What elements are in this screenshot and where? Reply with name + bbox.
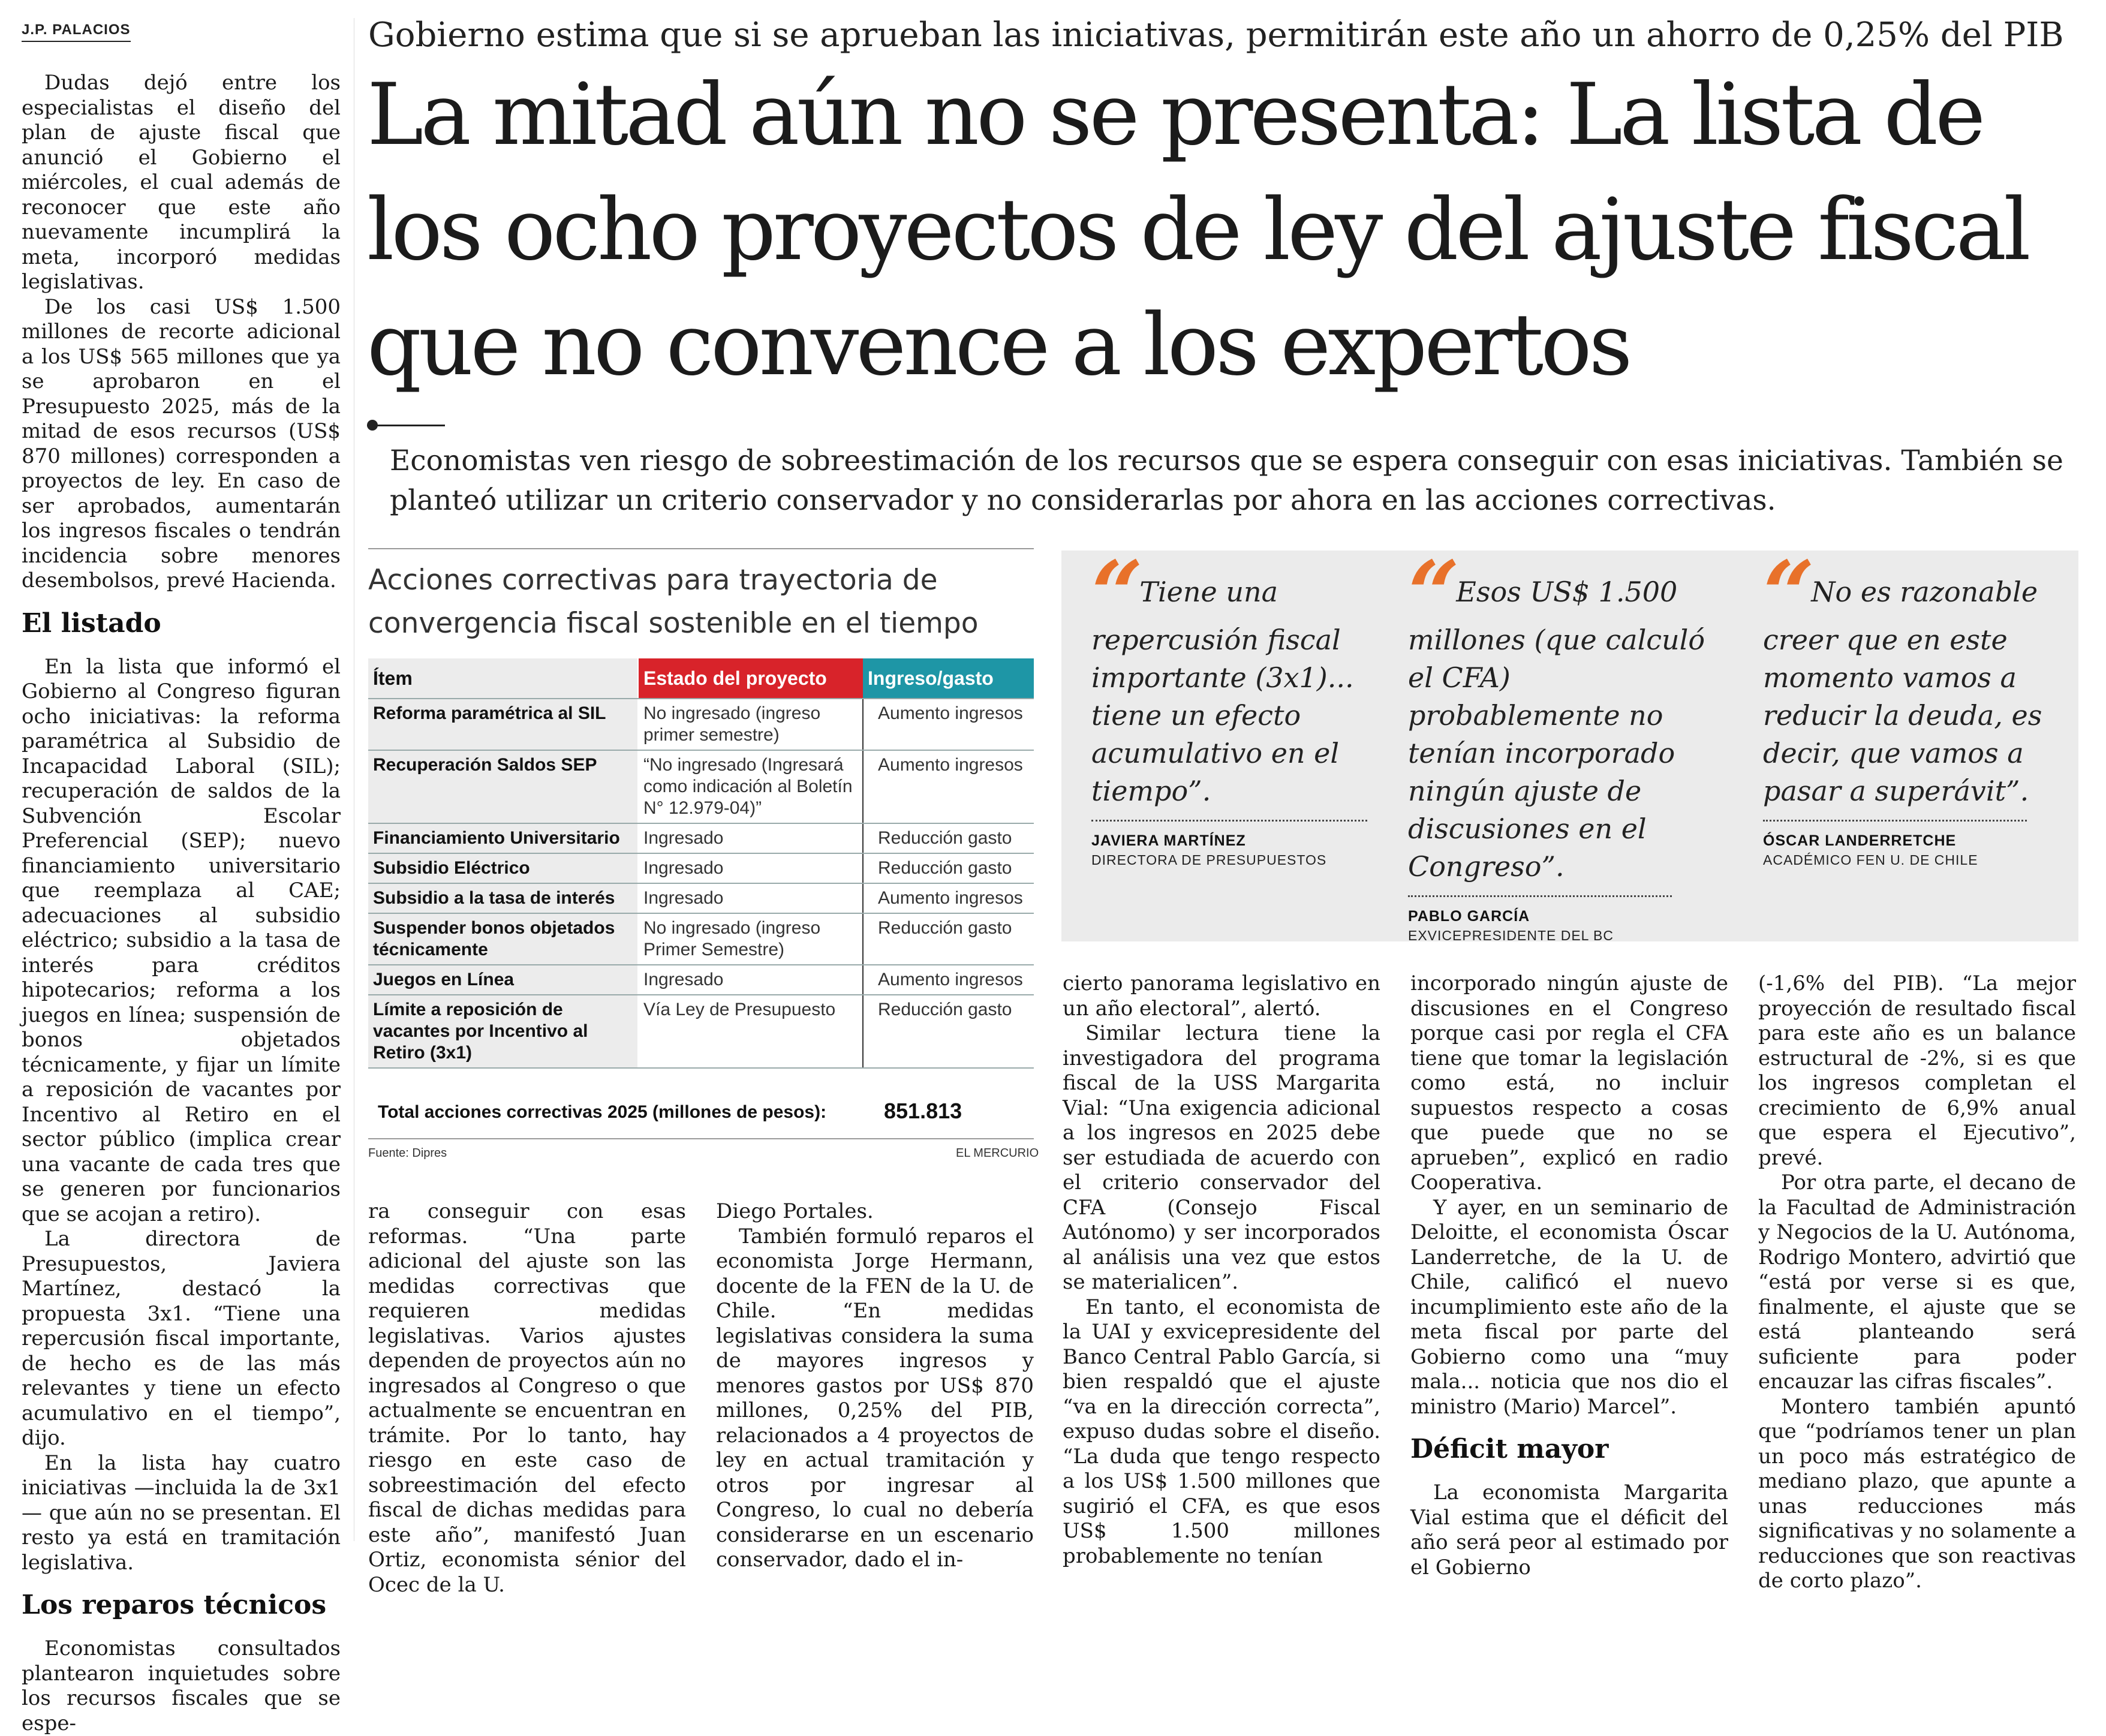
paragraph: Por otra parte, el decano de la Facultad de Administración y Negocios de la U. Autónoma, Rodrigo Montero, advirtió que “está por verse si es que, finalmente, el ajuste que se está planteando será suficiente para poder encauzar las cifras fiscales”. [1758, 1171, 2076, 1394]
table-row [368, 750, 1034, 823]
paragraph: (-1,6% del PIB). “La mejor proyección de resultado fiscal para este año es un balance estructural de -2%, si es que los ingresos completan el crecimiento de 6,9% anual que espera el Ejecutivo”, prevé. [1758, 971, 2076, 1170]
table-title: Acciones correctivas para trayectoria de convergencia fiscal sostenible en el tiempo [368, 564, 979, 640]
quote-3 [1763, 541, 2063, 868]
quote-author: PABLO GARCÍA [1408, 908, 1530, 925]
cell-estado: Ingresado [638, 965, 863, 995]
table-row [368, 965, 1034, 995]
paragraph: Y ayer, en un seminario de Deloitte, el economista Óscar Landerretche, de la U. de Chile, calificó el nuevo incumplimiento este año de la meta fiscal por parte del Gobierno como una “muy mala... noticia que nos dio el ministro (Mario) Marcel”. [1410, 1195, 1728, 1419]
cell-estado: “No ingresado (Ingresará como indicación al Boletín N° 12.979-04)” [638, 750, 863, 823]
column-1 [22, 71, 341, 1736]
cell-item: Juegos en Línea [368, 965, 638, 995]
cell-item: Financiamiento Universitario [368, 823, 638, 853]
cell-item: Reforma paramétrica al SIL [368, 699, 638, 750]
column-5 [1410, 971, 1728, 1580]
paragraph: En la lista hay cuatro iniciativas —incluida la de 3x1— que aún no se presentan. El resto ya está en tramitación legislativa. [22, 1451, 341, 1575]
headline: La mitad aún no se presenta: La lista de los ocho proyectos de ley del ajuste fiscal que no convence a los expertos [367, 65, 2028, 395]
header-ingreso-gasto: Ingreso/gasto [863, 658, 1034, 699]
table-source: Fuente: Dipres [368, 1147, 447, 1160]
quote-2 [1408, 541, 1708, 944]
quote-1 [1091, 541, 1373, 868]
cell-item: Suspender bonos objetados técnicamente [368, 913, 638, 965]
paragraph: La directora de Presupuestos, Javiera Martínez, destacó la propuesta 3x1. “Tiene una repercusión fiscal importante, de hecho es de las más relevantes y tiene un efecto acumulativo en el tiempo”, dijo. [22, 1227, 341, 1450]
table-row [368, 913, 1034, 965]
header-item: Ítem [368, 658, 638, 699]
header-estado: Estado del proyecto [638, 658, 863, 699]
paragraph: También formuló reparos el economista Jorge Hermann, docente de la FEN de la U. de Chile. “En medidas legislativas considera la suma de mayores ingresos y menores gastos por US$ 870 millones, 0,25% del PIB, relacionados a 4 proyectos de ley en actual tramitación y otros por ingresar al Congreso, lo cual no debería considerarse en un escenario conservador, dado el in- [716, 1224, 1034, 1572]
bajada: Economistas ven riesgo de sobreestimación de los recursos que se espera conseguir con esas iniciativas. También se planteó utilizar un criterio conservador y no considerarlas por ahora en las acciones correctivas. [390, 444, 2063, 517]
subheading-reparos: Los reparos técnicos [22, 1590, 327, 1620]
cell-tipo: Reducción gasto [863, 995, 1034, 1068]
column-2 [368, 1199, 686, 1597]
quote-text: No es razonable creer que en este momento vamos a reducir la deuda, es decir, que vamos a pasar a superávit”. [1763, 576, 2042, 807]
paragraph: En tanto, el economista de la UAI y exvicepresidente del Banco Central Pablo García, si bien respaldó que el ajuste “va en la dirección correcta”, expuso dudas sobre el diseño. “La duda que tengo respecto a los US$ 1.500 millones que sugirió el CFA, es que esos US$ 1.500 millones probablemente no tenían [1063, 1295, 1380, 1568]
quote-mark-icon: “ [1408, 541, 1453, 647]
paragraph: incorporado ningún ajuste de discusiones en el Congreso porque casi por regla el CFA tiene que tomar la legislación como está, no incluir supuestos respecto a cosas que puede que no se aprueben”, explicó en radio Cooperativa. [1410, 971, 1728, 1195]
quote-role: EXVICEPRESIDENTE DEL BC [1408, 928, 1614, 943]
cell-estado: No ingresado (ingreso Primer Semestre) [638, 913, 863, 965]
total-value: 851.813 [884, 1099, 962, 1123]
cell-estado: Vía Ley de Presupuesto [638, 995, 863, 1068]
quote-mark-icon: “ [1091, 541, 1136, 647]
table-row [368, 883, 1034, 913]
table-row [368, 853, 1034, 883]
quote-text: Esos US$ 1.500 millones (que calculó el CFA) probablemente no tenían incorporado ningún ajuste de discusiones en el Congreso”. [1408, 576, 1705, 883]
cell-item: Subsidio Eléctrico [368, 853, 638, 883]
cell-estado: Ingresado [638, 823, 863, 853]
paragraph: Economistas consultados plantearon inquietudes sobre los recursos fiscales que se espe- [22, 1636, 341, 1735]
paragraph: Montero también apuntó que “podríamos tener un plan un poco más estratégico de mediano plazo, que apunte a unas reducciones más significativas y no solamente a reducciones que son reactivas de corto plazo”. [1758, 1394, 2076, 1593]
subheading-el-listado: El listado [22, 607, 161, 639]
cell-item: Subsidio a la tasa de interés [368, 883, 638, 913]
byline: J.P. PALACIOS [22, 22, 131, 42]
quote-role: ACADÉMICO FEN U. DE CHILE [1763, 852, 1978, 868]
cell-item: Recuperación Saldos SEP [368, 750, 638, 823]
quote-mark-icon: “ [1763, 541, 1808, 647]
paragraph: Diego Portales. [716, 1199, 874, 1223]
corrective-actions-table [368, 658, 1034, 1069]
cell-tipo: Aumento ingresos [863, 965, 1034, 995]
quote-role: DIRECTORA DE PRESUPUESTOS [1091, 852, 1327, 868]
table-credit: EL MERCURIO [956, 1147, 1039, 1160]
kicker: Gobierno estima que si se aprueban las iniciativas, permitirán este año un ahorro de 0,25% del PIB [368, 16, 2064, 55]
cell-estado: No ingresado (ingreso primer semestre) [638, 699, 863, 750]
paragraph: Dudas dejó entre los especialistas el diseño del plan de ajuste fiscal que anunció el Gobierno el miércoles, el cual además de reconocer que este año nuevamente incumplirá la meta, incorporó medidas legislativas. [22, 71, 341, 294]
table-row [368, 699, 1034, 750]
paragraph: De los casi US$ 1.500 millones de recorte adicional a los US$ 565 millones que ya se aprobaron en el Presupuesto 2025, más de la mitad de esos recursos (US$ 870 millones) corresponden a proyectos de ley. En caso de ser aprobados, aumentarán los ingresos fiscales o tendrán incidencia sobre menores desembolsos, prevé Hacienda. [22, 294, 341, 592]
column-3 [716, 1199, 1034, 1573]
paragraph: ra conseguir con esas reformas. “Una parte adicional del ajuste son las medidas correctivas que requieren medidas legislativas. Varios ajustes dependen de proyectos aún no ingresados al Congreso o que actualmente se encuentran en trámite. Por lo tanto, hay riesgo en este caso de sobreestimación del efecto fiscal de dichas medidas para este año”, manifestó Juan Ortiz, economista sénior del Ocec de la U. [368, 1199, 686, 1597]
subheading-deficit: Déficit mayor [1410, 1434, 1609, 1464]
cell-tipo: Aumento ingresos [863, 883, 1034, 913]
cell-estado: Ingresado [638, 853, 863, 883]
cell-estado: Ingresado [638, 883, 863, 913]
column-6 [1758, 971, 2076, 1594]
quote-author: JAVIERA MARTÍNEZ [1091, 832, 1246, 849]
headline-rule [367, 425, 445, 426]
total-label: Total acciones correctivas 2025 (millones de pesos): [378, 1102, 827, 1122]
column-4 [1063, 971, 1380, 1569]
quote-text: Tiene una repercusión fiscal importante (3x1)... tiene un efecto acumulativo en el tiempo”. [1091, 576, 1354, 807]
cell-tipo: Reducción gasto [863, 823, 1034, 853]
cell-tipo: Aumento ingresos [863, 699, 1034, 750]
bullet-dot [367, 420, 378, 431]
paragraph: En la lista que informó el Gobierno al Congreso figuran ocho iniciativas: la reforma paramétrica al Subsidio de Incapacidad Laboral (SIL); recuperación de saldos de la Subvención Escolar Preferencial (SEP); nuevo financiamiento universitario que reemplaza al CAE; adecuaciones al subsidio eléctrico; subsidio a la tasa de interés para créditos hipotecarios; reforma a los juegos en línea; suspensión de bonos objetados técnicamente, y fijar un límite a reposición de vacantes por Incentivo al Retiro en el sector público (implica crear una vacante de cada tres que se generen por funcionarios que se acojan a retiro). [22, 654, 341, 1226]
cell-tipo: Reducción gasto [863, 853, 1034, 883]
cell-tipo: Reducción gasto [863, 913, 1034, 965]
cell-item: Límite a reposición de vacantes por Incentivo al Retiro (3x1) [368, 995, 638, 1068]
quote-author: ÓSCAR LANDERRETCHE [1763, 832, 1957, 849]
paragraph: cierto panorama legislativo en un año electoral”, alertó. [1063, 971, 1380, 1021]
paragraph: La economista Margarita Vial estima que el déficit del año será peor al estimado por el Gobierno [1410, 1481, 1728, 1579]
table-row [368, 823, 1034, 853]
cell-tipo: Aumento ingresos [863, 750, 1034, 823]
paragraph: Similar lectura tiene la investigadora del programa fiscal de la USS Margarita Vial: “Una exigencia adicional a los ingresos en 2025 debe ser estudiada de acuerdo con el criterio conservador del CFA (Consejo Fiscal Autónomo) y ser incorporados al análisis una vez que estos se materialicen”. [1063, 1021, 1380, 1294]
table-row [368, 995, 1034, 1068]
